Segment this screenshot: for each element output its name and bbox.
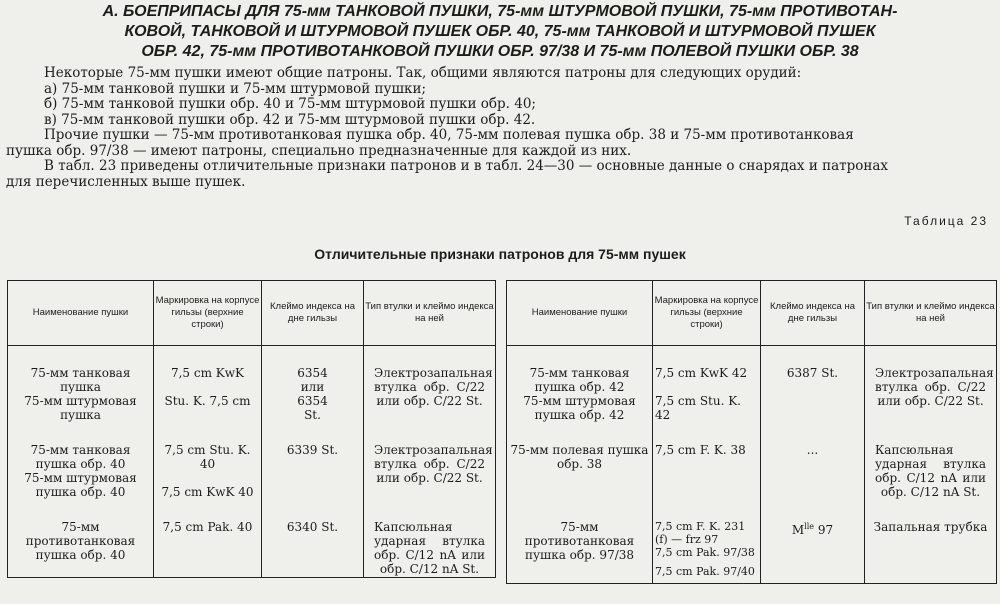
table-row <box>8 346 496 424</box>
cell-stamp: 6387 St. <box>761 346 865 424</box>
marking-line: 7,5 cm KwK <box>170 366 244 380</box>
paragraph-tables-ref-1: В табл. 23 приведены отличительные признаки патронов и в табл. 24—30 — основные данные о снарядах и патронах <box>44 158 889 174</box>
cell-stamp: 6339 St. <box>262 423 364 500</box>
table-caption: Отличительные признаки патронов для 75-мм пушек <box>314 246 686 262</box>
col-header-name: Наименование пушки <box>507 281 653 346</box>
marking-line: Stu. K. 7,5 cm <box>164 394 251 408</box>
stamp-tail: 97 <box>814 523 834 537</box>
table-left <box>7 280 496 578</box>
section-heading <box>6 2 994 62</box>
cell-stamp <box>761 500 865 584</box>
gun-name-line: 75-мм штурмовая пушка обр. 42 <box>523 394 636 422</box>
cell-marking <box>154 346 262 424</box>
paragraph-other-guns-1: Прочие пушки — 75-мм противотанковая пушка обр. 40, 75-мм полевая пушка обр. 38 и 75-мм противотанковая <box>44 127 854 143</box>
gun-name-line: 75-мм танковая пушка обр. 40 <box>30 443 131 471</box>
table-row <box>8 423 496 500</box>
heading-line-3: ОБР. 42, 75-мм ПРОТИВОТАНКОВОЙ ПУШКИ ОБР. 97/38 И 75-мм ПОЛЕВОЙ ПУШКИ ОБР. 38 <box>141 43 859 60</box>
marking-line: 7,5 cm KwK 40 <box>161 485 254 499</box>
cell-gun-name: 75-мм противотанковая пушка обр. 97/38 <box>507 500 653 584</box>
cell-gun-name <box>8 346 154 424</box>
col-header-stamp: Клеймо индекса на дне гильзы <box>761 281 865 346</box>
paragraph-other-guns-2: пушка обр. 97/38 — имеют патроны, специально предназначенные для каждой из них. <box>6 142 632 159</box>
table-row <box>507 423 997 500</box>
cell-marking <box>154 423 262 500</box>
stamp-superscript: lle <box>804 522 815 531</box>
gun-name-line: 75-мм штурмовая пушка обр. 40 <box>24 471 137 499</box>
list-item-v: в) 75-мм танковой пушки обр. 42 и 75-мм штурмовой пушки обр. 42. <box>44 111 536 128</box>
cell-stamp: 6340 St. <box>262 500 364 578</box>
gun-name-line: 75-мм штурмовая пушка <box>24 394 137 422</box>
cell-primer: Электрозапальная втулка обр. C/22 или обр. C/22 St. <box>364 346 496 424</box>
cell-marking: 7,5 cm F. K. 38 <box>653 423 761 500</box>
cell-primer: Капсюльная ударная втулка обр. C/12 nA или обр. C/12 nA St. <box>865 423 997 500</box>
cell-stamp: 6354 или 6354 St. <box>262 346 364 424</box>
cell-marking <box>653 500 761 584</box>
cell-stamp: ... <box>761 423 865 500</box>
table-number: Таблица 23 <box>904 214 988 228</box>
heading-line-2: КОВОЙ, ТАНКОВОЙ И ШТУРМОВОЙ ПУШЕК ОБР. 40, 75-мм ТАНКОВОЙ И ШТУРМОВОЙ ПУШЕК <box>124 23 876 40</box>
cell-primer: Электрозапальная втулка обр. C/22 или обр. C/22 St. <box>865 346 997 424</box>
table-row <box>507 500 997 584</box>
col-header-marking: Маркировка на корпусе гильзы (верхние строки) <box>653 281 761 346</box>
col-header-primer: Тип втулки и клеймо индекса на ней <box>865 281 997 346</box>
col-header-stamp: Клеймо индекса на дне гильзы <box>262 281 364 346</box>
col-header-marking: Маркировка на корпусе гильзы (верхние строки) <box>154 281 262 346</box>
cell-gun-name <box>507 346 653 424</box>
list-item-b: б) 75-мм танковой пушки обр. 40 и 75-мм штурмовой пушки обр. 40; <box>44 96 536 112</box>
table-header-row <box>8 281 496 346</box>
table-right <box>506 280 997 584</box>
cell-gun-name: 75-мм противотанковая пушка обр. 40 <box>8 500 154 578</box>
marking-line: 7,5 cm Pak. 97/38 <box>655 546 755 559</box>
cell-marking: 7,5 cm Pak. 40 <box>154 500 262 578</box>
cell-primer: Капсюльная ударная втулка обр. C/12 nA или обр. C/12 nA St. <box>364 500 496 578</box>
gun-name-line: 75-мм танковая пушка <box>30 366 131 394</box>
cell-primer: Электрозапальная втулка обр. C/22 или обр. C/22 St. <box>364 423 496 500</box>
cell-primer: Запальная трубка <box>865 500 997 584</box>
paragraph-common-rounds: Некоторые 75-мм пушки имеют общие патроны. Так, общими являются патроны для следующих орудий: <box>44 65 802 81</box>
table-row <box>8 500 496 578</box>
marking-line: 7,5 cm Stu. K. 42 <box>655 394 741 422</box>
col-header-primer: Тип втулки и клеймо индекса на ней <box>364 281 496 346</box>
marking-line: 7,5 cm Pak. 97/40 <box>655 565 755 578</box>
stamp-main: M <box>791 523 805 537</box>
list-item-a: а) 75-мм танковой пушки и 75-мм штурмовой пушки; <box>44 80 427 97</box>
marking-line: 7,5 cm F. K. 231 (f) — frz 97 <box>655 520 746 546</box>
cell-gun-name: 75-мм полевая пушка обр. 38 <box>507 423 653 500</box>
heading-line-1: А. БОЕПРИПАСЫ ДЛЯ 75-мм ТАНКОВОЙ ПУШКИ, 75-мм ШТУРМОВОЙ ПУШКИ, 75-мм ПРОТИВОТАН- <box>102 3 898 20</box>
marking-line: 7,5 cm KwK 42 <box>655 366 748 380</box>
table-row <box>507 346 997 424</box>
table-header-row <box>507 281 997 346</box>
cell-marking <box>653 346 761 424</box>
intro-text <box>6 66 992 190</box>
paragraph-tables-ref-2: для перечисленных выше пушек. <box>6 173 246 190</box>
marking-line: 7,5 cm Stu. K. 40 <box>164 443 251 471</box>
col-header-name: Наименование пушки <box>8 281 154 346</box>
gun-name-line: 75-мм танковая пушка обр. 42 <box>529 366 630 394</box>
cell-gun-name <box>8 423 154 500</box>
